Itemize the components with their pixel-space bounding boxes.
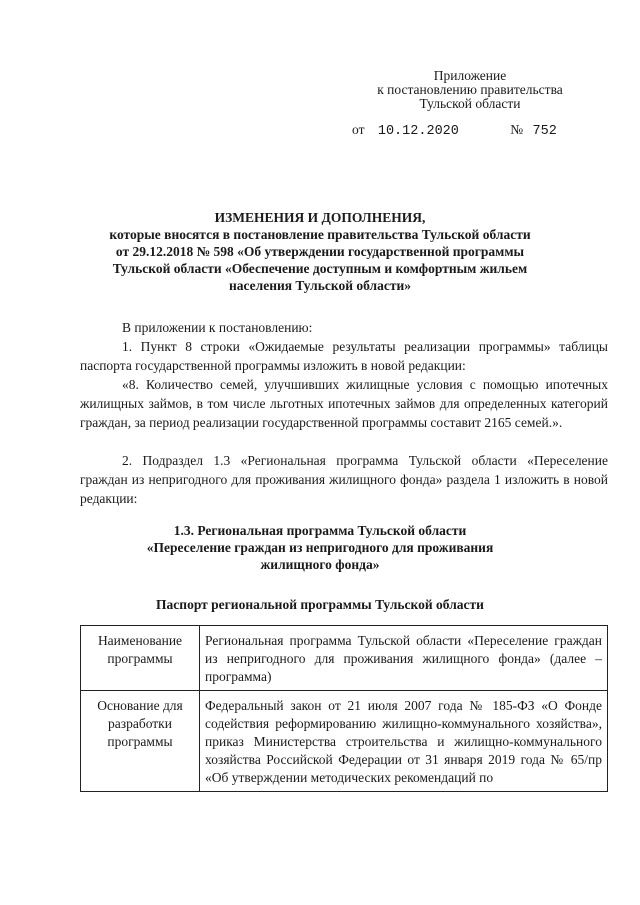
decree-date: 10.12.2020: [377, 124, 459, 139]
section-heading-line-1: 1.3. Региональная программа Тульской области: [173, 523, 467, 538]
intro-paragraph: В приложении к постановлению:: [122, 320, 313, 335]
number-prefix: №: [510, 122, 524, 137]
item-2-paragraph: 2. Подраздел 1.3 «Региональная программа Тульской области «Переселение граждан из непригодного для проживания жилищного фонда» раздела 1 изложить в новой редакции:: [80, 453, 608, 506]
table-row: [81, 691, 608, 792]
row-value-cell: Федеральный закон от 21 июля 2007 года № 185-ФЗ «О Фонде содействия реформированию жилищно-коммунального хозяйства», приказ Министерства строительства и жилищно-коммунального хозяйства Российской Федерации от 31 января 2019 года № 65/пр «Об утверждении методических рекомендаций по: [200, 691, 608, 792]
section-heading-line-3: жилищного фонда»: [260, 557, 380, 572]
section-heading-line-2: «Переселение граждан из непригодного для проживания: [146, 540, 494, 555]
row-value-cell: Региональная программа Тульской области «Переселение граждан из непригодного для проживания жилищного фонда» (далее – программа): [200, 626, 608, 691]
decree-date-row: [352, 122, 557, 139]
doc-subtitle-line-4: населения Тульской области»: [228, 278, 412, 293]
doc-subtitle-line-1: которые вносятся в постановление правительства Тульской области: [109, 227, 531, 242]
row-name-cell: Наименование программы: [81, 626, 200, 691]
item-1-quote-paragraph: «8. Количество семей, улучшивших жилищные условия с помощью ипотечных жилищных займов, в том числе льготных ипотечных займов для определенных категорий граждан, за период реализации государственной программы составит 2165 семей.».: [80, 377, 608, 430]
passport-table: [80, 625, 608, 792]
row-name-cell: Основание для разработки программы: [81, 691, 200, 792]
passport-title: Паспорт региональной программы Тульской области: [156, 597, 484, 612]
date-prefix: от: [352, 122, 365, 137]
item-1-paragraph: 1. Пункт 8 строки «Ожидаемые результаты реализации программы» таблицы паспорта государственной программы изложить в новой редакции:: [80, 339, 608, 373]
decree-number: 752: [532, 124, 557, 139]
doc-subtitle-line-3: Тульской области «Обеспечение доступным и комфортным жильем: [112, 261, 528, 276]
appendix-line-2: к постановлению правительства: [377, 82, 563, 97]
doc-title: ИЗМЕНЕНИЯ И ДОПОЛНЕНИЯ,: [214, 210, 426, 225]
table-row: [81, 626, 608, 691]
appendix-line-1: Приложение: [433, 68, 507, 83]
appendix-line-3: Тульской области: [419, 96, 521, 111]
doc-subtitle-line-2: от 29.12.2018 № 598 «Об утверждении государственной программы: [115, 244, 525, 259]
